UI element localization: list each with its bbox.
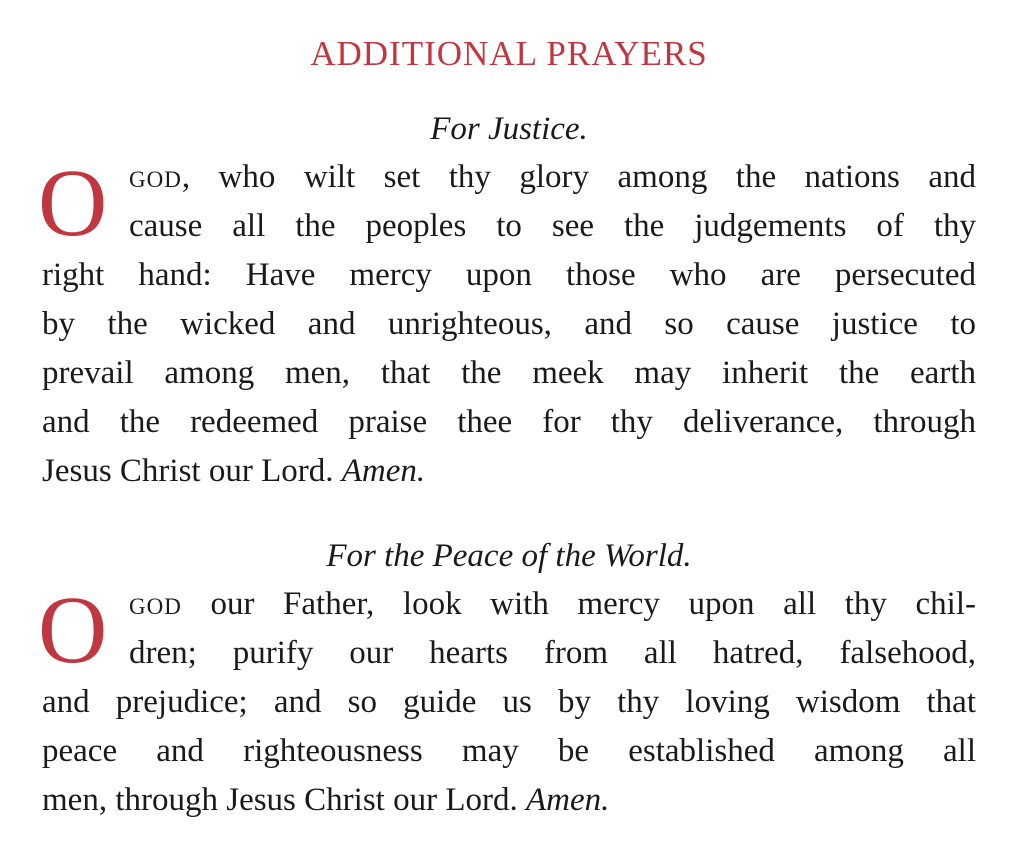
amen: Amen. [341,453,426,489]
line-text: Jesus Christ our Lord. [42,453,334,489]
prayer-line [42,447,976,496]
prayer-title: For Justice. [430,111,588,147]
prayer-line: cause all the peoples to see the judgements of thy [129,208,976,244]
prayer-line: peace and righteousness may be established among all [42,733,976,769]
prayer-body [38,576,976,825]
prayer-line [129,580,976,629]
prayer-line: prevail among men, that the meek may inherit the earth [42,355,976,391]
small-caps-word: god [129,586,182,622]
prayer-line: by the wicked and unrighteous, and so cause justice to [42,306,976,342]
prayer-page [38,0,976,847]
prayer-line: and prejudice; and so guide us by thy loving wisdom that [42,684,976,720]
prayer-line [129,153,976,202]
line-text: our Father, look with mercy upon all thy chil- [181,586,976,622]
prayer-body [38,149,976,496]
section-title: ADDITIONAL PRAYERS [310,34,708,73]
amen: Amen. [525,782,610,818]
prayer-line: dren; purify our hearts from all hatred, falsehood, [129,635,976,671]
prayer-line: and the redeemed praise thee for thy deliverance, through [42,404,976,440]
prayer-title: For the Peace of the World. [326,538,692,574]
line-text: , who wilt set thy glory among the nations and [181,159,976,195]
line-text: men, through Jesus Christ our Lord. [42,782,518,818]
prayer-for-justice [38,106,976,496]
small-caps-word: god [129,159,182,195]
drop-cap: O [38,576,108,683]
drop-cap: O [38,149,108,256]
prayer-for-peace [38,533,976,825]
prayer-line [42,776,976,825]
prayer-line: right hand: Have mercy upon those who are persecuted [42,257,976,293]
